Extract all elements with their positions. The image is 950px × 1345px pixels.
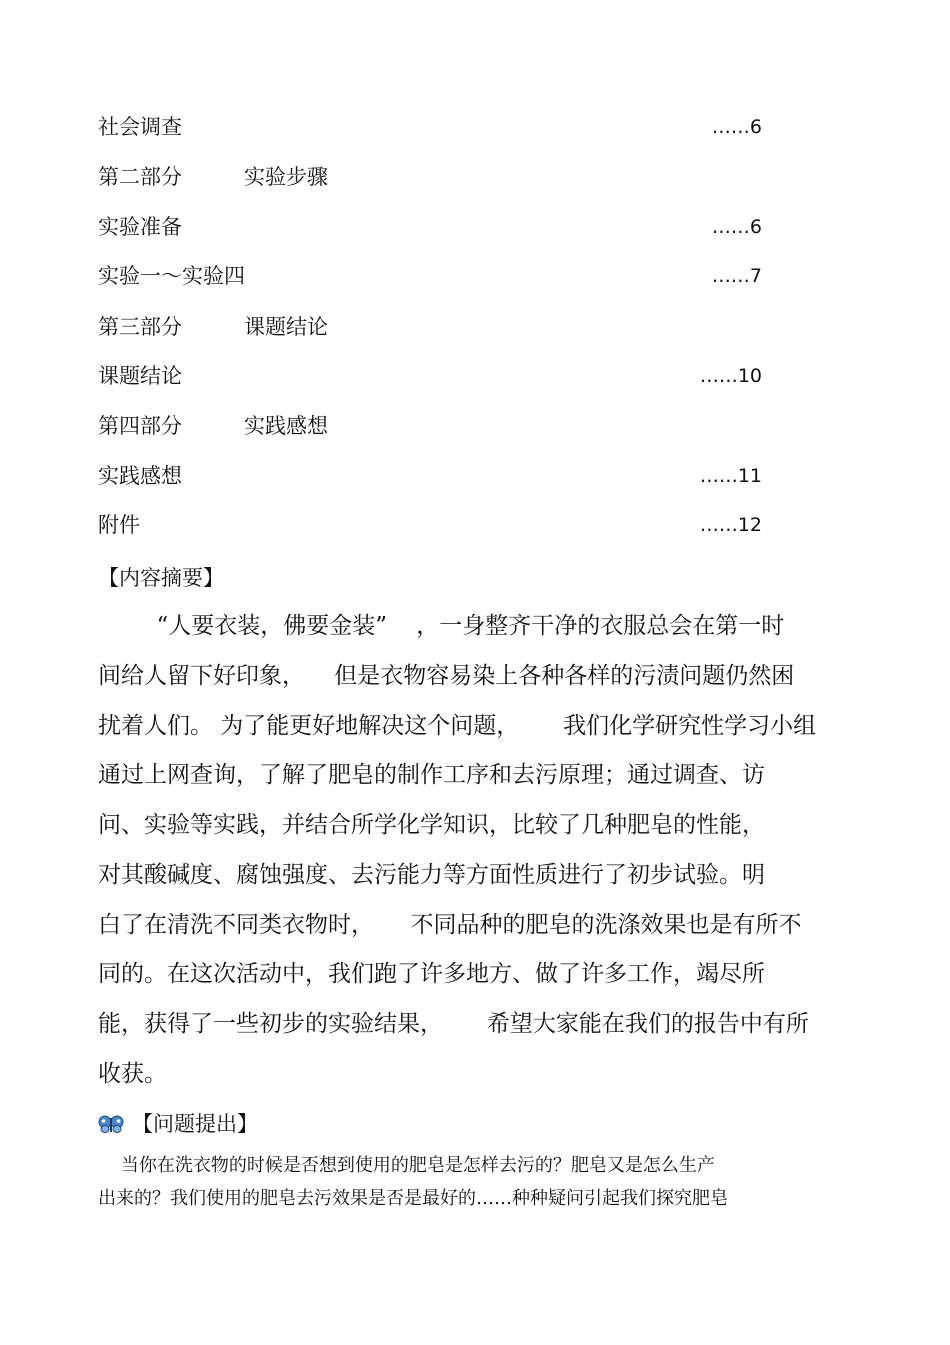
toc-page-number: ……6 [711,216,762,238]
toc-section-row [98,411,762,441]
abstract-line: 能，获得了一些初步的实验结果， 希望大家能在我们的报告中有所 [98,1011,809,1037]
toc-section-subtitle: 课题结论 [244,315,328,339]
toc-section-title: 第三部分 [98,315,182,339]
abstract-line: 通过上网查询，了解了肥皂的制作工序和去污原理；通过调查、访 [98,762,765,788]
toc-page-number: ……11 [699,465,762,487]
abstract-line: 收获。 [98,1061,167,1087]
toc-row [98,510,762,540]
abstract-line: “人要衣装，佛要金装” ，一身整齐干净的衣服总会在第一时 [98,613,785,639]
question-heading: 【问题提出】 [132,1112,258,1136]
toc-page-number: ……10 [699,365,762,387]
toc-section-subtitle: 实践感想 [244,414,328,438]
toc-section-row [98,312,762,342]
toc-section-title: 第四部分 [98,414,182,438]
abstract-line: 扰着人们。 为了能更好地解决这个问题， 我们化学研究性学习小组 [98,713,817,739]
abstract-line: 间给人留下好印象， 但是衣物容易染上各种各样的污渍问题仍然困 [98,663,795,689]
question-line: 当你在洗衣物的时候是否想到使用的肥皂是怎样去污的？肥皂又是怎么生产 [98,1155,715,1176]
abstract-line: 白了在清洗不同类衣物时， 不同品种的肥皂的洗涤效果也是有所不 [98,912,802,938]
abstract-line: 对其酸碱度、腐蚀强度、去污能力等方面性质进行了初步试验。明 [98,862,765,888]
abstract-heading: 【内容摘要】 [98,566,224,590]
toc-section-subtitle: 实验步骤 [244,165,328,189]
butterfly-icon [98,1114,124,1134]
abstract-line: 同的。在这次活动中，我们跑了许多地方、做了许多工作，竭尽所 [98,961,765,987]
toc-title: 社会调查 [98,115,182,139]
toc-title: 实践感想 [98,464,182,488]
toc-row [98,112,762,142]
question-line: 出来的？我们使用的肥皂去污效果是否是最好的……种种疑问引起我们探究肥皂 [98,1188,728,1209]
toc-row [98,361,762,391]
toc-row [98,461,762,491]
abstract-line: 问、实验等实践，并结合所学化学知识，比较了几种肥皂的性能， [98,812,765,838]
toc-page-number: ……7 [711,265,762,287]
toc-section-row [98,162,762,192]
toc-section-title: 第二部分 [98,165,182,189]
toc-page-number: ……12 [699,514,762,536]
toc-title: 附件 [98,513,140,537]
toc-title: 实验准备 [98,215,182,239]
toc-row [98,212,762,242]
toc-title: 课题结论 [98,364,182,388]
toc-page-number: ……6 [711,116,762,138]
toc-title: 实验一～实验四 [98,264,245,288]
toc-row [98,261,762,291]
